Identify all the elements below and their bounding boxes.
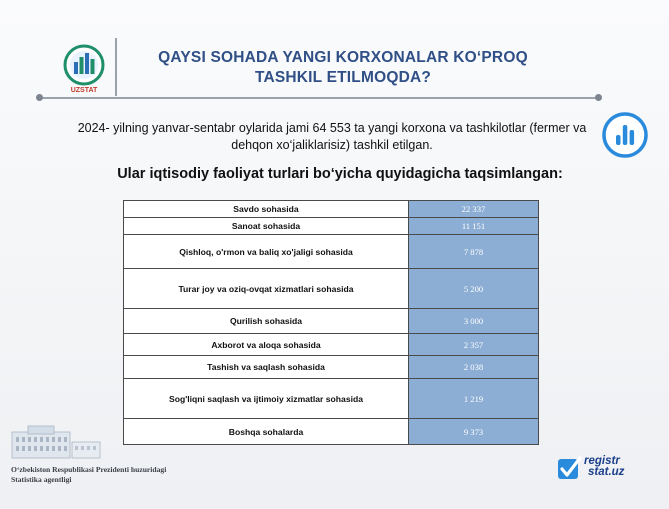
- row-value: 1 219: [409, 379, 539, 419]
- agency-name: [11, 465, 166, 485]
- row-value: 2 038: [409, 356, 539, 379]
- row-value: 2 357: [409, 334, 539, 356]
- row-value: 11 151: [409, 218, 539, 235]
- brand-line-2: stat.uz: [588, 466, 625, 478]
- intro-text: [62, 120, 602, 154]
- row-label: Boshqa sohalarda: [124, 419, 409, 445]
- agency-line-1: O‘zbekiston Respublikasi Prezidenti huzuridagi: [11, 465, 167, 474]
- row-label: Qurilish sohasida: [124, 309, 409, 334]
- bar-chart-icon: [602, 112, 648, 158]
- row-value: 5 200: [409, 269, 539, 309]
- row-label: Sog'liqni saqlash va ijtimoiy xizmatlar sohasida: [124, 379, 409, 419]
- row-value: 22 337: [409, 201, 539, 218]
- table-row: [124, 269, 539, 309]
- row-label: Tashish va saqlash sohasida: [124, 356, 409, 379]
- intro-line-1: 2024- yilning yanvar-sentabr oylarida jami 64 553 ta yangi korxona va tashkilotlar (fermer va: [77, 121, 587, 135]
- header-divider: [115, 38, 117, 96]
- registrstat-brand: [584, 456, 624, 478]
- table-row: [124, 235, 539, 269]
- brand-line-1: registr: [584, 455, 620, 467]
- row-label: Axborot va aloqa sohasida: [124, 334, 409, 356]
- row-label: Sanoat sohasida: [124, 218, 409, 235]
- header-rule: [40, 97, 600, 99]
- table-row: [124, 419, 539, 445]
- row-value: 9 373: [409, 419, 539, 445]
- svg-text:UZSTAT: UZSTAT: [70, 87, 98, 94]
- table-row: [124, 309, 539, 334]
- table-row: [124, 334, 539, 356]
- table-subtitle: Ular iqtisodiy faoliyat turlari bo‘yicha quyidagicha taqsimlangan:: [117, 166, 563, 182]
- row-label: Savdo sohasida: [124, 201, 409, 218]
- row-value: 7 878: [409, 235, 539, 269]
- table-row: [124, 379, 539, 419]
- building-icon: [10, 424, 102, 460]
- rule-dot-right: [595, 94, 602, 101]
- intro-line-2: dehqon xo‘jaliklarisiz) tashkil etilgan.: [231, 138, 433, 152]
- page-title: [128, 48, 558, 88]
- uzstat-logo-icon: [60, 44, 108, 94]
- row-label: Qishloq, o'rmon va baliq xo'jaligi sohasida: [124, 235, 409, 269]
- row-label: Turar joy va oziq-ovqat xizmatlari sohasida: [124, 269, 409, 309]
- agency-line-2: Statistika agentligi: [11, 475, 72, 484]
- table-row: [124, 356, 539, 379]
- table-row: [124, 218, 539, 235]
- rule-dot-left: [36, 94, 43, 101]
- title-line-1: QAYSI SOHADA YANGI KORXONALAR KO‘PROQ: [158, 49, 528, 66]
- title-line-2: TASHKIL ETILMOQDA?: [254, 69, 432, 86]
- row-value: 3 000: [409, 309, 539, 334]
- sector-table: [123, 200, 539, 445]
- table-row: [124, 201, 539, 218]
